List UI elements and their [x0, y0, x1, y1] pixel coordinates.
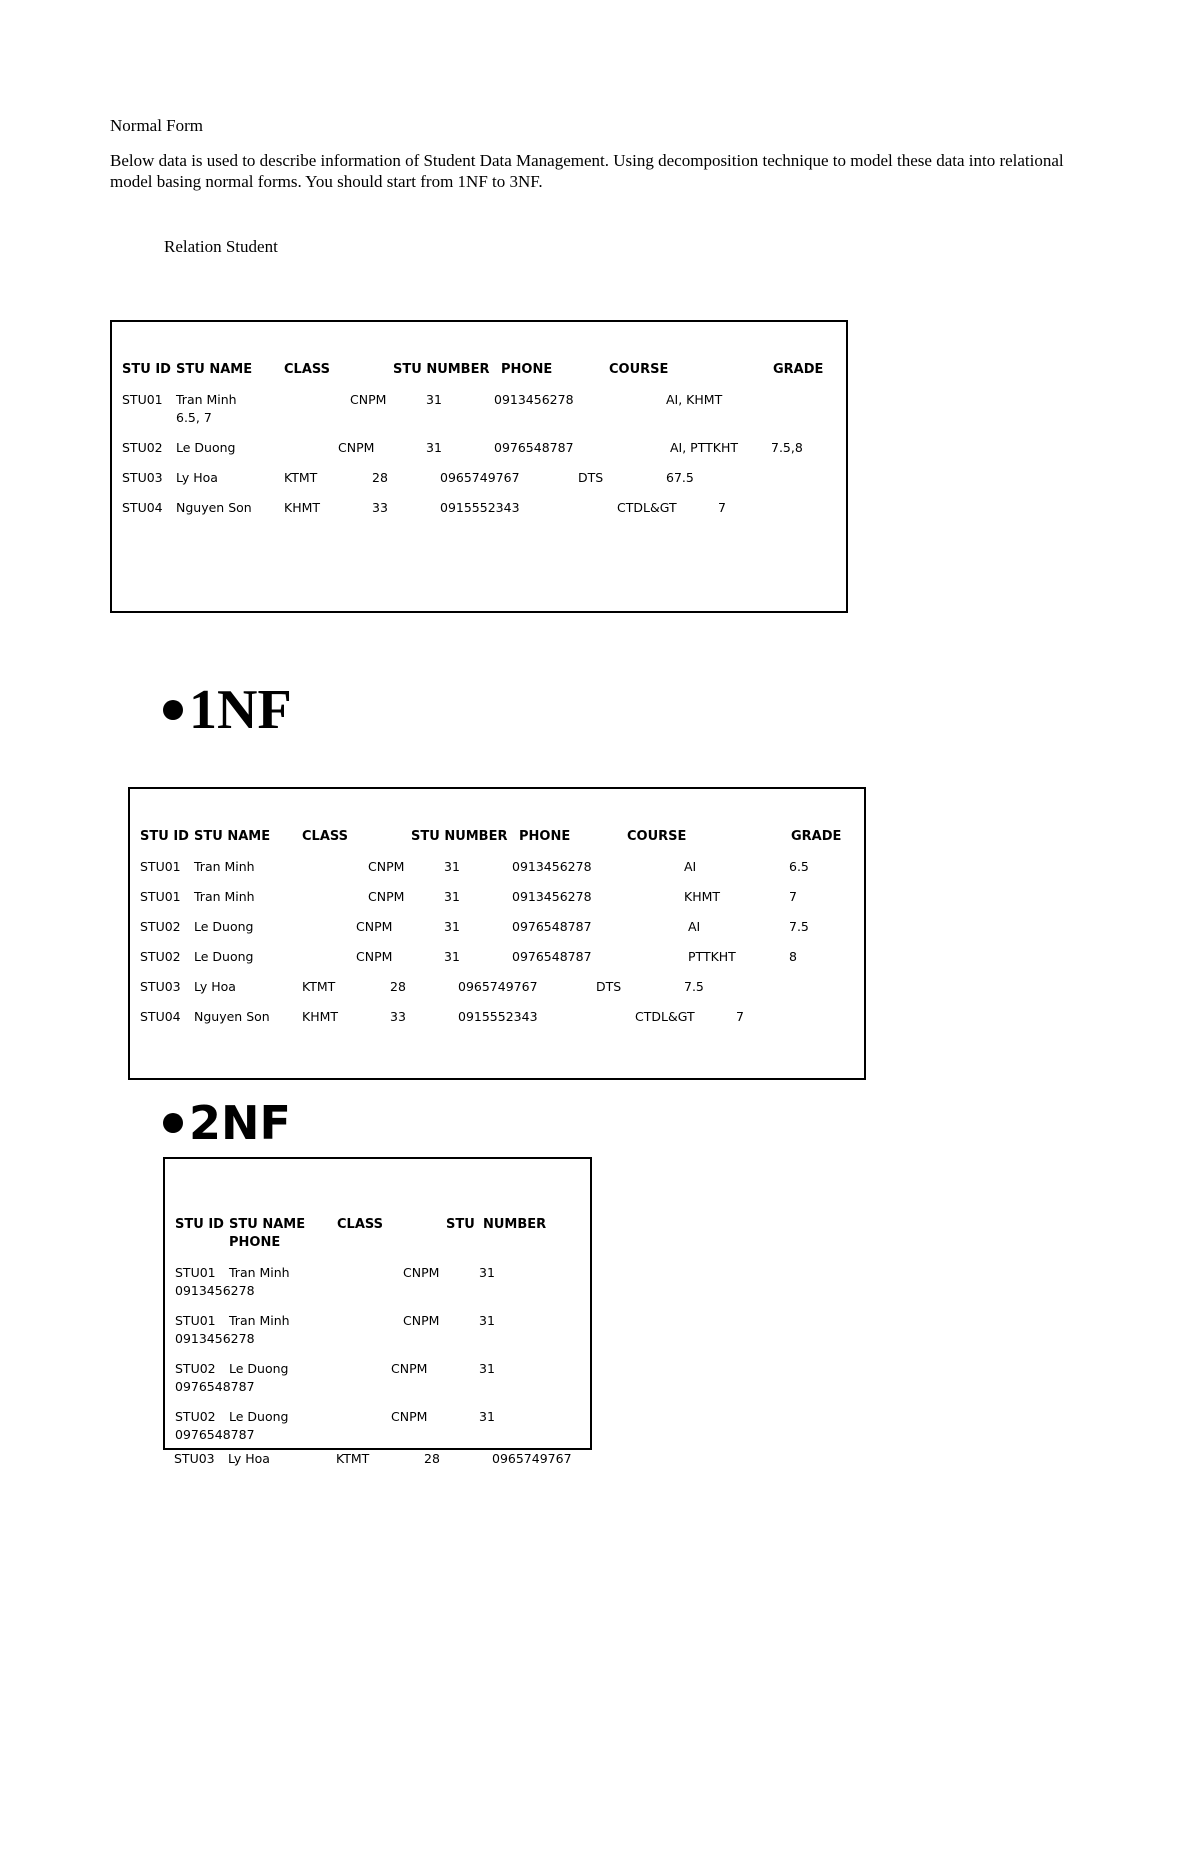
cell-grade: 7.5 — [684, 979, 704, 994]
heading-2nf — [163, 1095, 291, 1151]
heading-1nf-text: 1NF — [189, 679, 292, 741]
cell-id: STU01 — [122, 392, 163, 407]
cell-class: CNPM — [403, 1313, 440, 1328]
cell-phone: 0913456278 — [494, 392, 574, 407]
cell-number: 31 — [444, 859, 460, 874]
cell-name: Tran Minh — [194, 859, 255, 874]
cell-phone: 0976548787 — [175, 1379, 255, 1394]
cell-phone: 0913456278 — [175, 1331, 255, 1346]
header-stu-name: STU NAME — [194, 829, 271, 844]
cell-phone: 0965749767 — [440, 470, 520, 485]
header-class: CLASS — [302, 829, 349, 844]
cell-name: Tran Minh — [229, 1265, 290, 1280]
cell-number: 31 — [444, 919, 460, 934]
cell-class: KTMT — [302, 979, 336, 994]
intro-paragraph: Below data is used to describe information of Student Data Management. Using decomposition technique to model these data into relational model basing normal forms. You should start from 1NF to 3NF. — [110, 151, 1064, 191]
cell-course: AI, PTTKHT — [670, 440, 739, 455]
cell-course: CTDL&GT — [617, 500, 677, 515]
cell-phone: 0913456278 — [512, 889, 592, 904]
cell-name: Tran Minh — [194, 889, 255, 904]
cell-id: STU02 — [122, 440, 163, 455]
cell-number: 31 — [479, 1361, 495, 1376]
cell-name: Le Duong — [229, 1409, 289, 1424]
bullet-dot-icon — [163, 700, 183, 720]
cell-number: 31 — [479, 1313, 495, 1328]
nf1-table — [128, 787, 866, 1080]
cell-name: Tran Minh — [176, 392, 237, 407]
cell-grade: 7.5 — [789, 919, 809, 934]
cell-id: STU02 — [175, 1361, 216, 1376]
cell-name: Le Duong — [176, 440, 236, 455]
cell-grade: 7 — [789, 889, 797, 904]
cell-number: 31 — [444, 949, 460, 964]
header-stu-number: STU NUMBER — [393, 362, 490, 377]
header-stu-name: STU NAME — [176, 362, 253, 377]
header-stu-number: STU NUMBER — [411, 829, 508, 844]
cell-class: KTMT — [284, 470, 318, 485]
cell-name: Ly Hoa — [228, 1451, 270, 1466]
nf2-table — [163, 1157, 592, 1450]
cell-class: CNPM — [356, 919, 393, 934]
cell-class: KHMT — [284, 500, 321, 515]
heading-2nf-text: 2NF — [189, 1096, 291, 1150]
header-course: COURSE — [609, 362, 669, 377]
cell-course: DTS — [578, 470, 604, 485]
cell-id: STU04 — [140, 1009, 181, 1024]
cell-name: Le Duong — [194, 919, 254, 934]
header-phone: PHONE — [501, 362, 553, 377]
header-class: CLASS — [337, 1217, 384, 1232]
cell-id: STU01 — [140, 859, 181, 874]
nf2-clipped-row — [174, 1451, 590, 1466]
cell-course: AI — [684, 859, 697, 874]
cell-number: 28 — [424, 1451, 440, 1466]
cell-phone: 0976548787 — [494, 440, 574, 455]
header-stu-id: STU ID — [140, 829, 189, 844]
cell-number: 33 — [372, 500, 388, 515]
cell-number: 33 — [390, 1009, 406, 1024]
cell-phone: 0976548787 — [512, 919, 592, 934]
cell-id: STU01 — [140, 889, 181, 904]
cell-number: 28 — [390, 979, 406, 994]
cell-name: Tran Minh — [229, 1313, 290, 1328]
cell-id: STU02 — [175, 1409, 216, 1424]
header-grade: GRADE — [791, 829, 842, 844]
cell-id: STU03 — [174, 1451, 215, 1466]
cell-id: STU01 — [175, 1265, 216, 1280]
bullet-dot-icon — [163, 1113, 183, 1133]
cell-phone: 0976548787 — [175, 1427, 255, 1442]
cell-phone: 0965749767 — [458, 979, 538, 994]
cell-course: AI — [688, 919, 701, 934]
header-class: CLASS — [284, 362, 331, 377]
cell-grade: 8 — [789, 949, 797, 964]
cell-grade: 7 — [718, 500, 726, 515]
cell-course: KHMT — [684, 889, 721, 904]
cell-id: STU03 — [122, 470, 163, 485]
cell-phone: 0913456278 — [512, 859, 592, 874]
cell-course: AI, KHMT — [666, 392, 723, 407]
cell-id: STU01 — [175, 1313, 216, 1328]
header-phone: PHONE — [229, 1235, 281, 1250]
cell-name: Nguyen Son — [176, 500, 252, 515]
header-phone: PHONE — [519, 829, 571, 844]
cell-class: CNPM — [391, 1361, 428, 1376]
cell-course: PTTKHT — [688, 949, 736, 964]
cell-name: Ly Hoa — [194, 979, 236, 994]
cell-phone: 0976548787 — [512, 949, 592, 964]
cell-phone: 0913456278 — [175, 1283, 255, 1298]
cell-class: CNPM — [338, 440, 375, 455]
cell-class: CNPM — [368, 889, 405, 904]
header-stu-id: STU ID — [175, 1217, 224, 1232]
header-stu: STU — [446, 1217, 475, 1232]
cell-class: CNPM — [403, 1265, 440, 1280]
cell-name: Nguyen Son — [194, 1009, 270, 1024]
cell-class: CNPM — [391, 1409, 428, 1424]
cell-phone: 0915552343 — [458, 1009, 538, 1024]
cell-phone: 0915552343 — [440, 500, 520, 515]
cell-id: STU03 — [140, 979, 181, 994]
cell-number: 28 — [372, 470, 388, 485]
cell-number: 31 — [479, 1265, 495, 1280]
cell-course: DTS — [596, 979, 622, 994]
cell-name: Ly Hoa — [176, 470, 218, 485]
relation-label: Relation Student — [164, 237, 278, 256]
cell-name: Le Duong — [229, 1361, 289, 1376]
header-course: COURSE — [627, 829, 687, 844]
cell-grade: 67.5 — [666, 470, 694, 485]
cell-id: STU02 — [140, 919, 181, 934]
cell-class: KHMT — [302, 1009, 339, 1024]
cell-grade: 6.5, 7 — [176, 410, 212, 425]
cell-class: CNPM — [356, 949, 393, 964]
cell-class: KTMT — [336, 1451, 370, 1466]
cell-class: CNPM — [350, 392, 387, 407]
cell-number: 31 — [426, 440, 442, 455]
cell-phone: 0965749767 — [492, 1451, 572, 1466]
cell-id: STU02 — [140, 949, 181, 964]
cell-number: 31 — [479, 1409, 495, 1424]
header-stu-id: STU ID — [122, 362, 171, 377]
header-stu-name: STU NAME — [229, 1217, 306, 1232]
document-title: Normal Form — [110, 116, 204, 135]
cell-class: CNPM — [368, 859, 405, 874]
student-relation-table — [110, 320, 848, 613]
header-grade: GRADE — [773, 362, 824, 377]
heading-1nf — [163, 674, 292, 746]
cell-name: Le Duong — [194, 949, 254, 964]
cell-course: CTDL&GT — [635, 1009, 695, 1024]
cell-grade: 7.5,8 — [771, 440, 803, 455]
cell-grade: 6.5 — [789, 859, 809, 874]
header-number: NUMBER — [483, 1217, 547, 1232]
cell-number: 31 — [444, 889, 460, 904]
cell-number: 31 — [426, 392, 442, 407]
cell-grade: 7 — [736, 1009, 744, 1024]
cell-id: STU04 — [122, 500, 163, 515]
